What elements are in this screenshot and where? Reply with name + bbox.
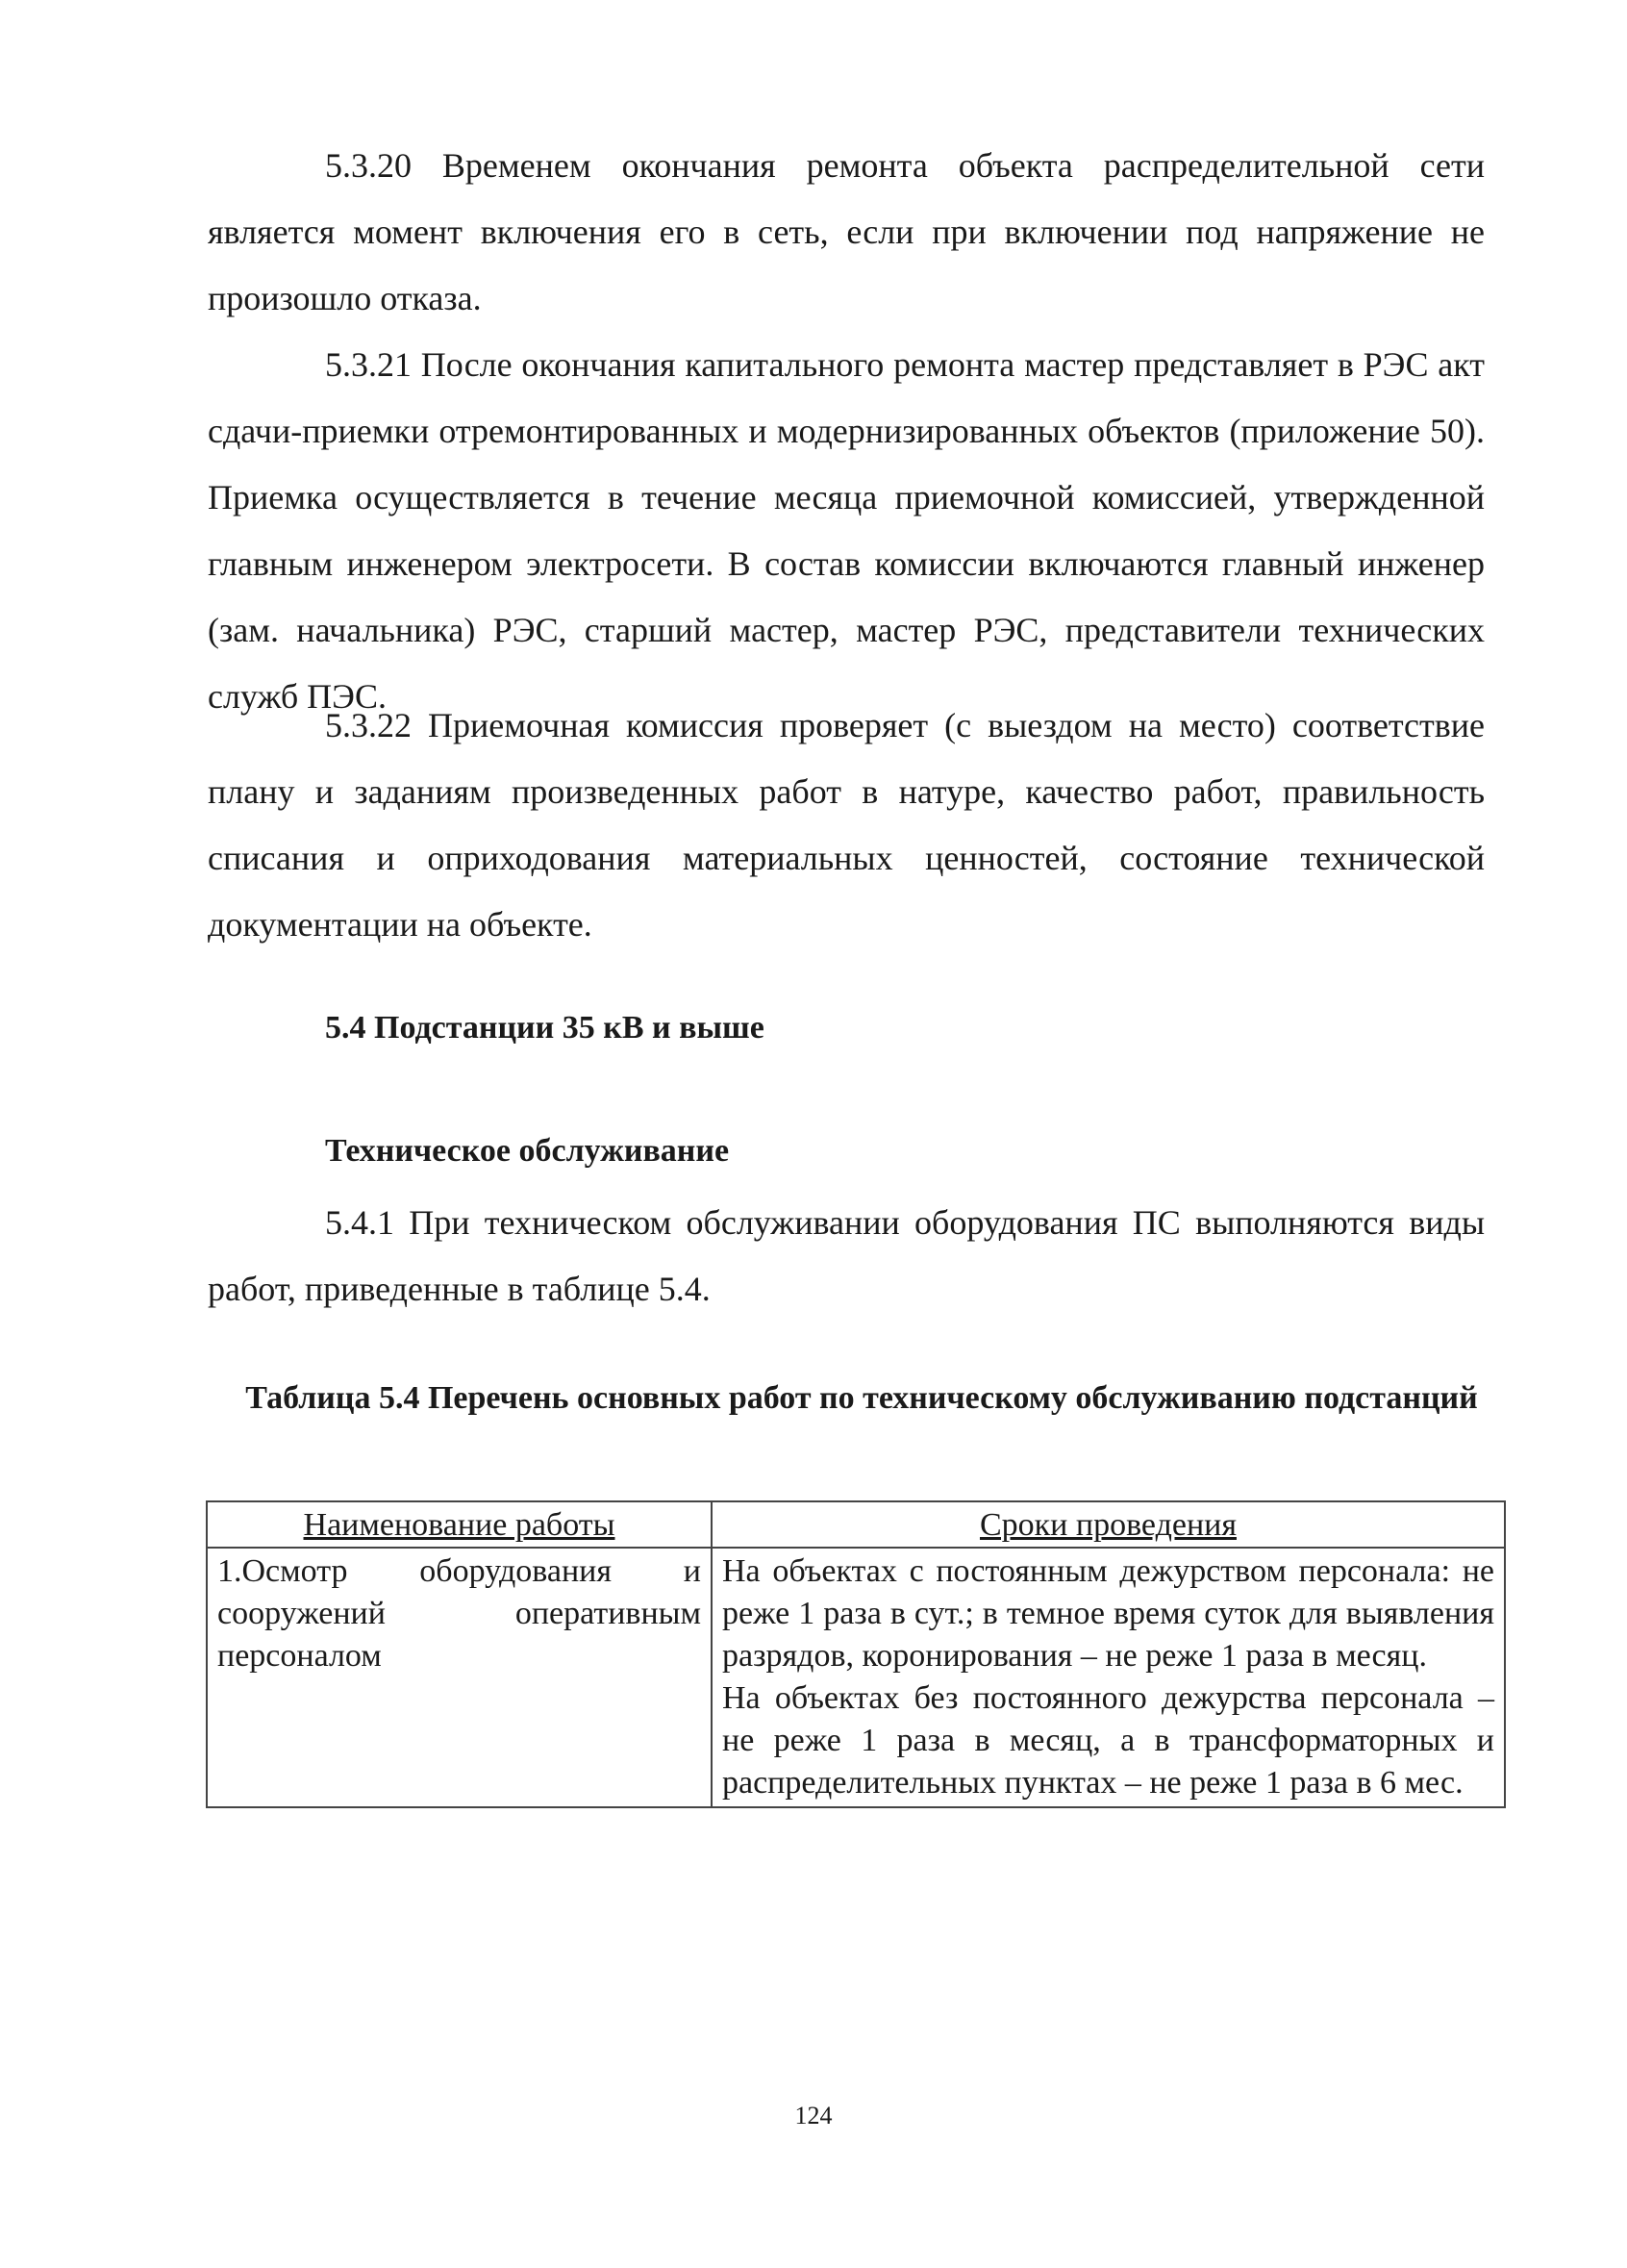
paragraph-5-4-1 (208, 1190, 1485, 1323)
page-number: 124 (794, 2102, 833, 2129)
cell-terms (712, 1548, 1505, 1807)
paragraph-text: 5.3.22 Приемочная комиссия проверяет (с выездом на место) соответствие плану и заданиям произведенных работ в натуре, качество работ, правильность списания и оприходования материальных ценностей, состояние технической документации на объекте. (208, 706, 1485, 944)
column-header-work: Наименование работы (207, 1501, 712, 1548)
paragraph-5-3-22 (208, 693, 1485, 958)
column-header-terms: Сроки проведения (712, 1501, 1505, 1548)
paragraph-text: 5.4.1 При техническом обслуживании оборудования ПС выполняются виды работ, приведенные в таблице 5.4. (208, 1203, 1485, 1308)
terms-staffed: На объектах с постоянным дежурством персонала: не реже 1 раза в сут.; в темное время суток для выявления разрядов, коронирования – не реже 1 раза в месяц. (722, 1553, 1494, 1674)
section-heading: 5.4 Подстанции 35 кВ и выше (325, 1010, 764, 1046)
paragraph-5-3-21 (208, 332, 1485, 730)
works-table (206, 1500, 1506, 1808)
paragraph-text: 5.3.21 После окончания капитального ремонта мастер представляет в РЭС акт сдачи-приемки отремонтированных и модернизированных объектов (приложение 50). Приемка осуществляется в течение месяца приемочной комиссией, утвержденной главным инженером электросети. В состав комиссии включаются главный инженер (зам. начальника) РЭС, старший мастер, мастер РЭС, представители технических служб ПЭС. (208, 345, 1485, 716)
table-header-row (207, 1501, 1505, 1548)
paragraph-5-3-20 (208, 133, 1485, 332)
cell-work-name: 1.Осмотр оборудования и сооружений оперативным персоналом (207, 1548, 712, 1807)
table-row (207, 1548, 1505, 1807)
paragraph-text: 5.3.20 Временем окончания ремонта объекта распределительной сети является момент включения его в сеть, если при включении под напряжение не произошло отказа. (208, 146, 1485, 317)
table-caption: Таблица 5.4 Перечень основных работ по техническому обслуживанию подстанций (245, 1380, 1478, 1416)
terms-unstaffed: На объектах без постоянного дежурства персонала – не реже 1 раза в месяц, а в трансформаторных и распределительных пунктах – не реже 1 раза в 6 мес. (722, 1680, 1494, 1801)
subsection-heading: Техническое обслуживание (325, 1133, 730, 1169)
